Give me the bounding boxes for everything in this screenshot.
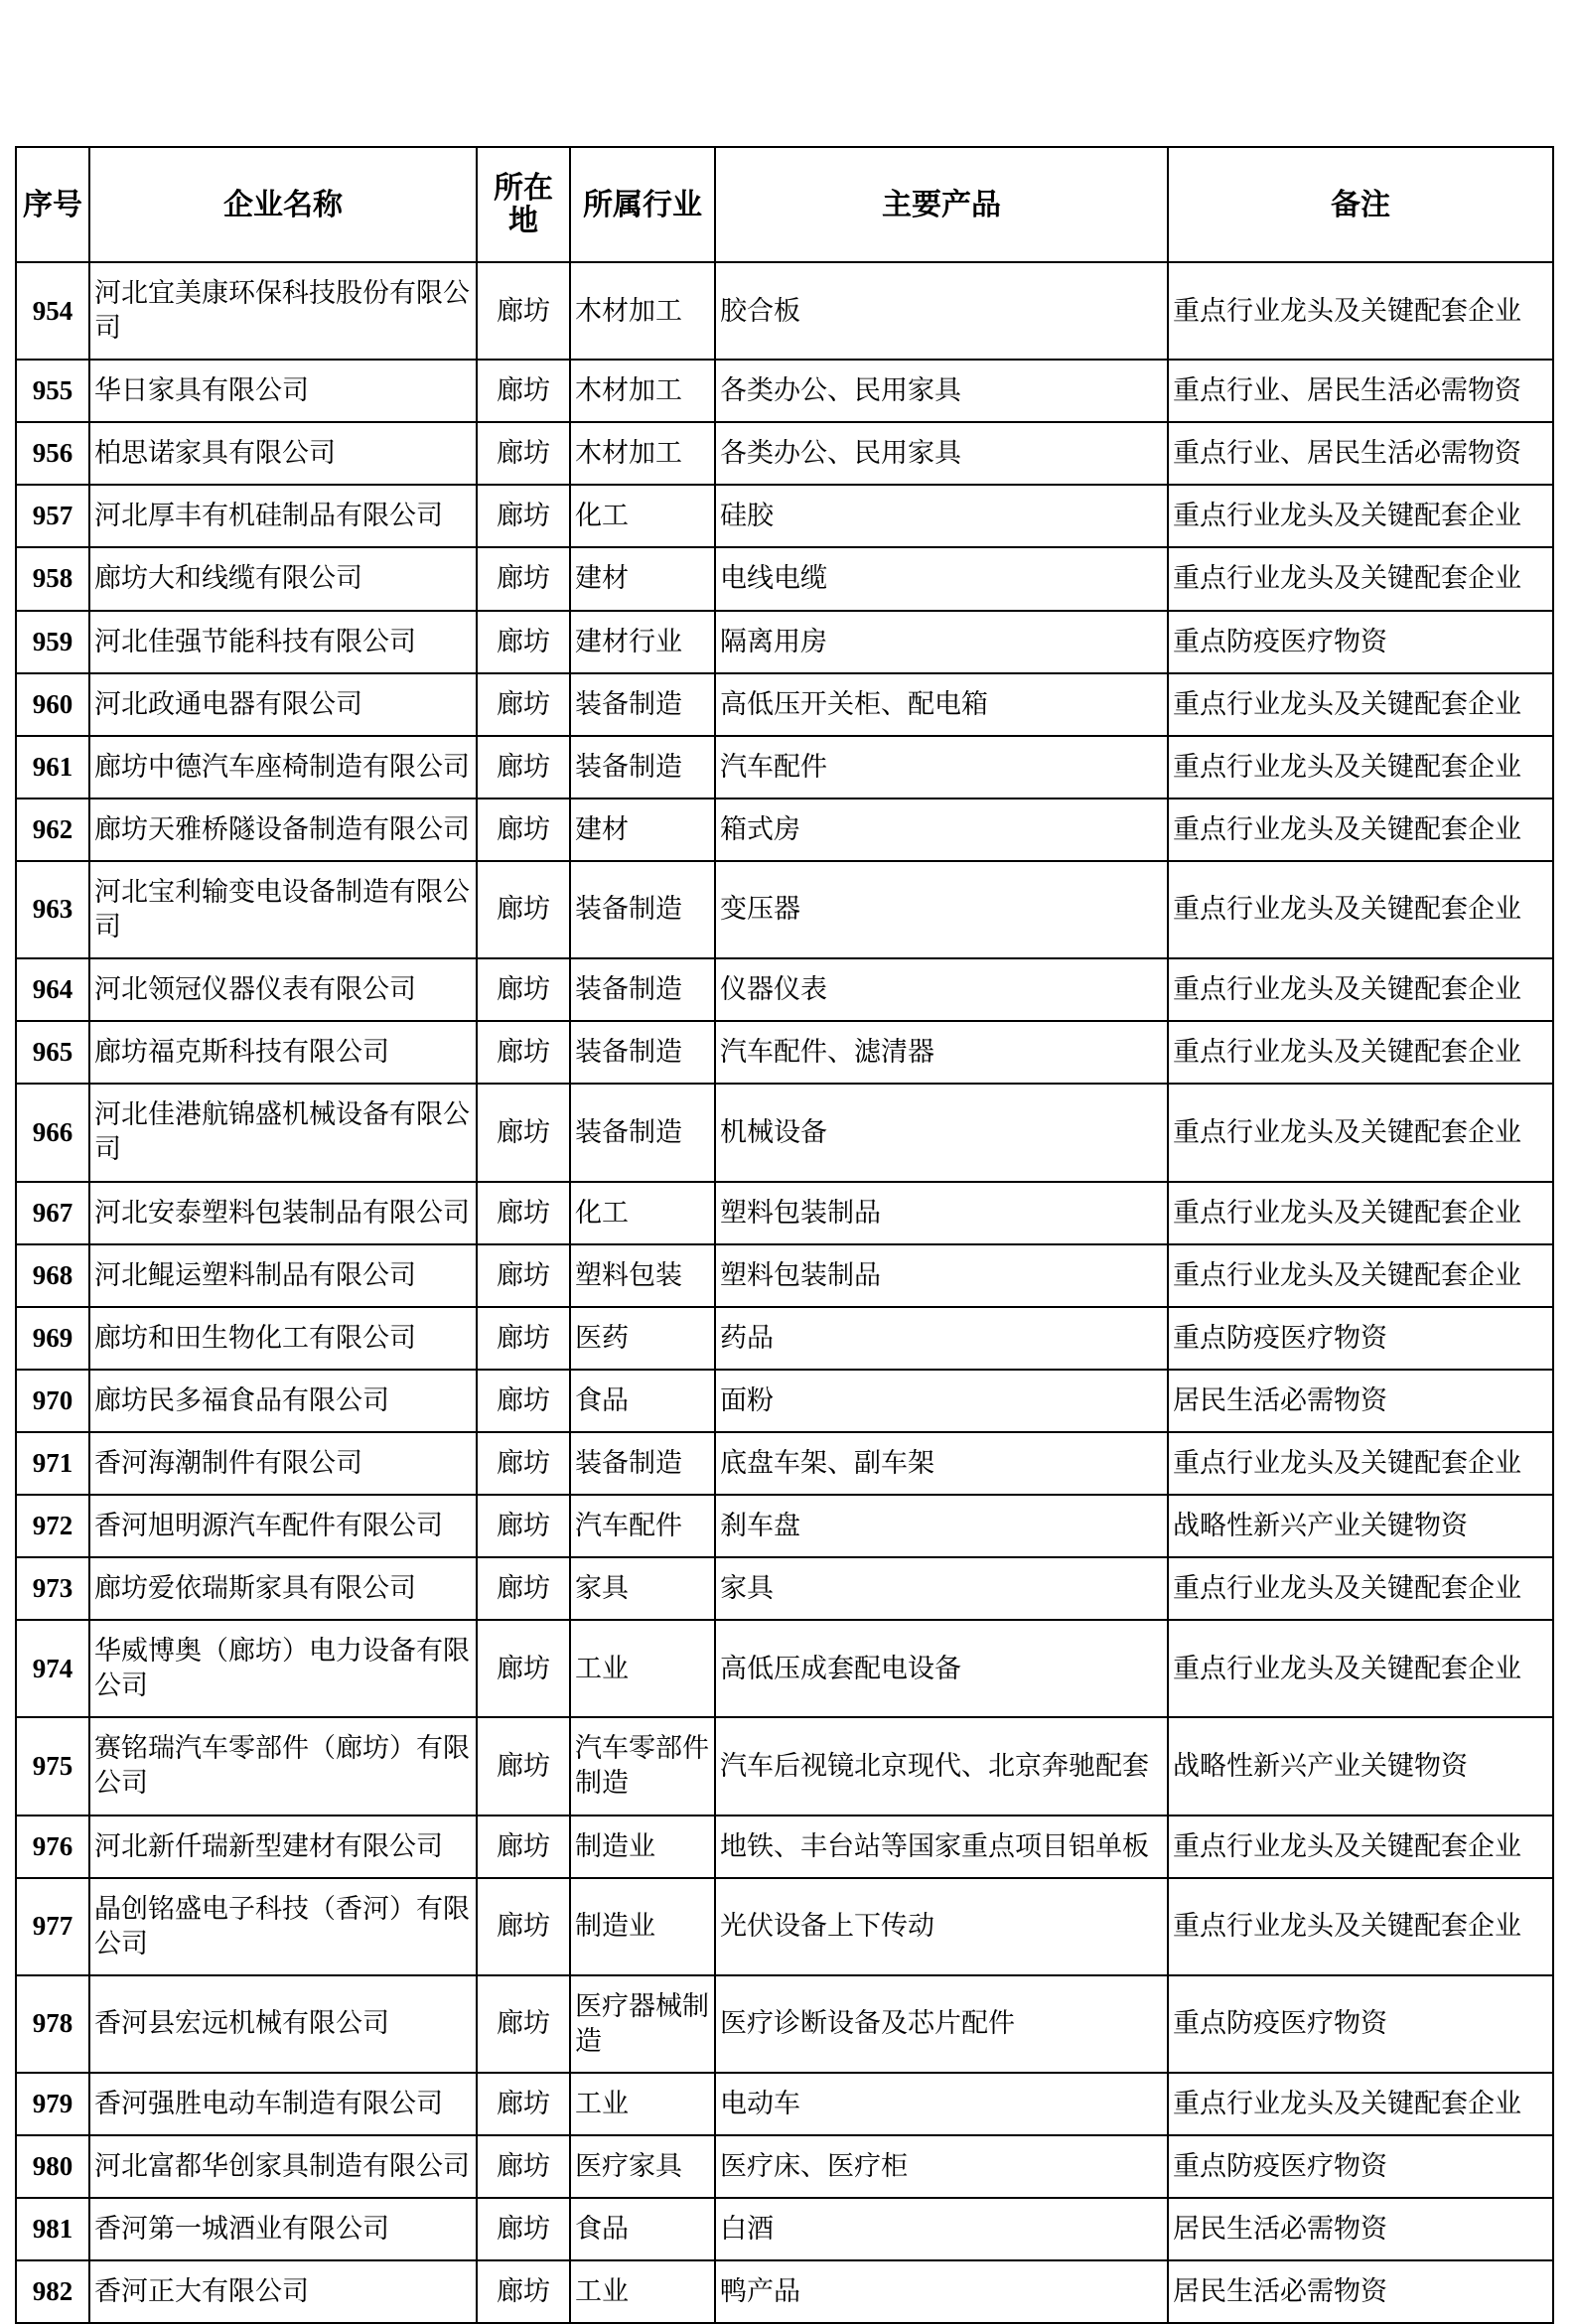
table-row [16,485,1553,547]
table-row [16,611,1553,673]
industry-cell: 装备制造 [570,861,715,958]
location-cell: 廊坊 [477,2260,570,2323]
remark-cell: 重点行业龙头及关键配套企业 [1168,1620,1553,1717]
table-row [16,1495,1553,1557]
products-cell: 机械设备 [715,1084,1168,1181]
remark-cell: 重点行业龙头及关键配套企业 [1168,1816,1553,1878]
enterprise-table [15,146,1554,2324]
row-index-cell: 965 [16,1021,89,1084]
row-index-cell: 970 [16,1370,89,1432]
row-index-cell: 971 [16,1432,89,1495]
products-cell: 塑料包装制品 [715,1182,1168,1244]
industry-cell: 医疗家具 [570,2135,715,2198]
products-cell: 药品 [715,1307,1168,1370]
row-index-cell: 954 [16,262,89,360]
products-cell: 面粉 [715,1370,1168,1432]
remark-cell: 重点行业龙头及关键配套企业 [1168,1557,1553,1620]
industry-cell: 塑料包装 [570,1244,715,1307]
products-cell: 光伏设备上下传动 [715,1878,1168,1975]
products-cell: 各类办公、民用家具 [715,422,1168,485]
location-cell: 廊坊 [477,262,570,360]
industry-cell: 木材加工 [570,262,715,360]
remark-cell: 重点行业龙头及关键配套企业 [1168,673,1553,736]
company-name-cell: 河北宝利输变电设备制造有限公司 [89,861,477,958]
remark-cell: 居民生活必需物资 [1168,2260,1553,2323]
table-row [16,1717,1553,1815]
industry-cell: 制造业 [570,1878,715,1975]
location-cell: 廊坊 [477,2073,570,2135]
company-name-cell: 河北宜美康环保科技股份有限公司 [89,262,477,360]
remark-cell: 重点行业龙头及关键配套企业 [1168,799,1553,861]
remark-cell: 重点防疫医疗物资 [1168,611,1553,673]
row-index-cell: 958 [16,547,89,610]
products-cell: 刹车盘 [715,1495,1168,1557]
table-row [16,1307,1553,1370]
table-row [16,958,1553,1021]
row-index-cell: 975 [16,1717,89,1815]
table-body [16,262,1553,2323]
company-name-cell: 河北佳强节能科技有限公司 [89,611,477,673]
table-row [16,799,1553,861]
remark-cell: 重点行业龙头及关键配套企业 [1168,1244,1553,1307]
remark-cell: 重点防疫医疗物资 [1168,2135,1553,2198]
location-cell: 廊坊 [477,1182,570,1244]
company-name-cell: 廊坊福克斯科技有限公司 [89,1021,477,1084]
row-index-cell: 967 [16,1182,89,1244]
table-header-row [16,147,1553,262]
products-cell: 高低压成套配电设备 [715,1620,1168,1717]
products-cell: 变压器 [715,861,1168,958]
row-index-cell: 957 [16,485,89,547]
location-cell: 廊坊 [477,1084,570,1181]
location-cell: 廊坊 [477,799,570,861]
location-cell: 廊坊 [477,2135,570,2198]
col-header-company-name: 企业名称 [89,147,477,262]
company-name-cell: 赛铭瑞汽车零部件（廊坊）有限公司 [89,1717,477,1815]
row-index-cell: 982 [16,2260,89,2323]
location-cell: 廊坊 [477,1244,570,1307]
table-row [16,1182,1553,1244]
row-index-cell: 959 [16,611,89,673]
products-cell: 医疗诊断设备及芯片配件 [715,1975,1168,2073]
remark-cell: 重点行业龙头及关键配套企业 [1168,1084,1553,1181]
industry-cell: 建材 [570,799,715,861]
industry-cell: 制造业 [570,1816,715,1878]
table-row [16,1557,1553,1620]
industry-cell: 医疗器械制造 [570,1975,715,2073]
company-name-cell: 晶创铭盛电子科技（香河）有限公司 [89,1878,477,1975]
remark-cell: 居民生活必需物资 [1168,1370,1553,1432]
remark-cell: 重点行业、居民生活必需物资 [1168,422,1553,485]
industry-cell: 医药 [570,1307,715,1370]
company-name-cell: 香河强胜电动车制造有限公司 [89,2073,477,2135]
remark-cell: 重点行业、居民生活必需物资 [1168,360,1553,422]
table-row [16,1975,1553,2073]
products-cell: 电动车 [715,2073,1168,2135]
location-cell: 廊坊 [477,1816,570,1878]
remark-cell: 重点行业龙头及关键配套企业 [1168,262,1553,360]
location-cell: 廊坊 [477,1975,570,2073]
company-name-cell: 河北安泰塑料包装制品有限公司 [89,1182,477,1244]
industry-cell: 食品 [570,2198,715,2260]
products-cell: 汽车配件 [715,736,1168,799]
products-cell: 地铁、丰台站等国家重点项目铝单板 [715,1816,1168,1878]
row-index-cell: 966 [16,1084,89,1181]
industry-cell: 木材加工 [570,422,715,485]
remark-cell: 重点防疫医疗物资 [1168,1975,1553,2073]
industry-cell: 化工 [570,1182,715,1244]
company-name-cell: 香河旭明源汽车配件有限公司 [89,1495,477,1557]
location-cell: 廊坊 [477,1432,570,1495]
row-index-cell: 963 [16,861,89,958]
products-cell: 隔离用房 [715,611,1168,673]
row-index-cell: 955 [16,360,89,422]
table-row [16,736,1553,799]
location-cell: 廊坊 [477,547,570,610]
products-cell: 塑料包装制品 [715,1244,1168,1307]
industry-cell: 食品 [570,1370,715,1432]
row-index-cell: 973 [16,1557,89,1620]
table-row [16,262,1553,360]
location-cell: 廊坊 [477,1620,570,1717]
company-name-cell: 柏思诺家具有限公司 [89,422,477,485]
company-name-cell: 香河海潮制件有限公司 [89,1432,477,1495]
company-name-cell: 廊坊大和线缆有限公司 [89,547,477,610]
table-row [16,1370,1553,1432]
products-cell: 鸭产品 [715,2260,1168,2323]
row-index-cell: 974 [16,1620,89,1717]
remark-cell: 重点行业龙头及关键配套企业 [1168,1182,1553,1244]
col-header-location: 所在地 [477,147,570,262]
remark-cell: 重点行业龙头及关键配套企业 [1168,736,1553,799]
company-name-cell: 河北政通电器有限公司 [89,673,477,736]
row-index-cell: 976 [16,1816,89,1878]
row-index-cell: 978 [16,1975,89,2073]
company-name-cell: 河北厚丰有机硅制品有限公司 [89,485,477,547]
table-row [16,1878,1553,1975]
location-cell: 廊坊 [477,958,570,1021]
industry-cell: 装备制造 [570,1021,715,1084]
products-cell: 白酒 [715,2198,1168,2260]
table-row [16,1432,1553,1495]
industry-cell: 装备制造 [570,1432,715,1495]
products-cell: 汽车配件、滤清器 [715,1021,1168,1084]
row-index-cell: 980 [16,2135,89,2198]
remark-cell: 重点防疫医疗物资 [1168,1307,1553,1370]
table-row [16,2073,1553,2135]
company-name-cell: 河北鲲运塑料制品有限公司 [89,1244,477,1307]
table-row [16,2260,1553,2323]
row-index-cell: 979 [16,2073,89,2135]
col-header-remark: 备注 [1168,147,1553,262]
row-index-cell: 964 [16,958,89,1021]
industry-cell: 装备制造 [570,1084,715,1181]
location-cell: 廊坊 [477,1717,570,1815]
row-index-cell: 961 [16,736,89,799]
row-index-cell: 969 [16,1307,89,1370]
table-row [16,360,1553,422]
industry-cell: 工业 [570,2073,715,2135]
remark-cell: 战略性新兴产业关键物资 [1168,1495,1553,1557]
table-row [16,1084,1553,1181]
company-name-cell: 华威博奥（廊坊）电力设备有限公司 [89,1620,477,1717]
industry-cell: 家具 [570,1557,715,1620]
table-row [16,1620,1553,1717]
location-cell: 廊坊 [477,1370,570,1432]
location-cell: 廊坊 [477,673,570,736]
table-row [16,1816,1553,1878]
industry-cell: 装备制造 [570,736,715,799]
row-index-cell: 960 [16,673,89,736]
row-index-cell: 968 [16,1244,89,1307]
industry-cell: 装备制造 [570,958,715,1021]
remark-cell: 重点行业龙头及关键配套企业 [1168,2073,1553,2135]
table-row [16,2135,1553,2198]
industry-cell: 木材加工 [570,360,715,422]
company-name-cell: 华日家具有限公司 [89,360,477,422]
row-index-cell: 981 [16,2198,89,2260]
company-name-cell: 河北新仟瑞新型建材有限公司 [89,1816,477,1878]
products-cell: 汽车后视镜北京现代、北京奔驰配套 [715,1717,1168,1815]
location-cell: 廊坊 [477,1021,570,1084]
col-header-products: 主要产品 [715,147,1168,262]
table-row [16,673,1553,736]
remark-cell: 居民生活必需物资 [1168,2198,1553,2260]
row-index-cell: 972 [16,1495,89,1557]
row-index-cell: 956 [16,422,89,485]
industry-cell: 建材 [570,547,715,610]
location-cell: 廊坊 [477,2198,570,2260]
company-name-cell: 廊坊中德汽车座椅制造有限公司 [89,736,477,799]
remark-cell: 重点行业龙头及关键配套企业 [1168,485,1553,547]
company-name-cell: 香河第一城酒业有限公司 [89,2198,477,2260]
location-cell: 廊坊 [477,1307,570,1370]
location-cell: 廊坊 [477,1878,570,1975]
industry-cell: 汽车配件 [570,1495,715,1557]
remark-cell: 重点行业龙头及关键配套企业 [1168,958,1553,1021]
company-name-cell: 河北领冠仪器仪表有限公司 [89,958,477,1021]
table-row [16,861,1553,958]
company-name-cell: 香河县宏远机械有限公司 [89,1975,477,2073]
location-cell: 廊坊 [477,736,570,799]
location-cell: 廊坊 [477,422,570,485]
remark-cell: 重点行业龙头及关键配套企业 [1168,861,1553,958]
location-cell: 廊坊 [477,360,570,422]
industry-cell: 工业 [570,1620,715,1717]
location-cell: 廊坊 [477,485,570,547]
products-cell: 仪器仪表 [715,958,1168,1021]
table-row [16,1244,1553,1307]
row-index-cell: 977 [16,1878,89,1975]
industry-cell: 工业 [570,2260,715,2323]
remark-cell: 重点行业龙头及关键配套企业 [1168,547,1553,610]
products-cell: 各类办公、民用家具 [715,360,1168,422]
company-name-cell: 廊坊爱依瑞斯家具有限公司 [89,1557,477,1620]
remark-cell: 战略性新兴产业关键物资 [1168,1717,1553,1815]
products-cell: 箱式房 [715,799,1168,861]
location-cell: 廊坊 [477,1495,570,1557]
remark-cell: 重点行业龙头及关键配套企业 [1168,1432,1553,1495]
location-cell: 廊坊 [477,861,570,958]
col-header-index: 序号 [16,147,89,262]
industry-cell: 化工 [570,485,715,547]
company-name-cell: 河北佳港航锦盛机械设备有限公司 [89,1084,477,1181]
products-cell: 电线电缆 [715,547,1168,610]
products-cell: 硅胶 [715,485,1168,547]
col-header-industry: 所属行业 [570,147,715,262]
company-name-cell: 河北富都华创家具制造有限公司 [89,2135,477,2198]
remark-cell: 重点行业龙头及关键配套企业 [1168,1878,1553,1975]
company-name-cell: 廊坊民多福食品有限公司 [89,1370,477,1432]
row-index-cell: 962 [16,799,89,861]
company-name-cell: 香河正大有限公司 [89,2260,477,2323]
industry-cell: 建材行业 [570,611,715,673]
industry-cell: 装备制造 [570,673,715,736]
location-cell: 廊坊 [477,1557,570,1620]
table-row [16,422,1553,485]
products-cell: 底盘车架、副车架 [715,1432,1168,1495]
table-row [16,547,1553,610]
remark-cell: 重点行业龙头及关键配套企业 [1168,1021,1553,1084]
company-name-cell: 廊坊天雅桥隧设备制造有限公司 [89,799,477,861]
table-row [16,1021,1553,1084]
company-name-cell: 廊坊和田生物化工有限公司 [89,1307,477,1370]
location-cell: 廊坊 [477,611,570,673]
products-cell: 医疗床、医疗柜 [715,2135,1168,2198]
products-cell: 胶合板 [715,262,1168,360]
products-cell: 家具 [715,1557,1168,1620]
products-cell: 高低压开关柜、配电箱 [715,673,1168,736]
industry-cell: 汽车零部件制造 [570,1717,715,1815]
